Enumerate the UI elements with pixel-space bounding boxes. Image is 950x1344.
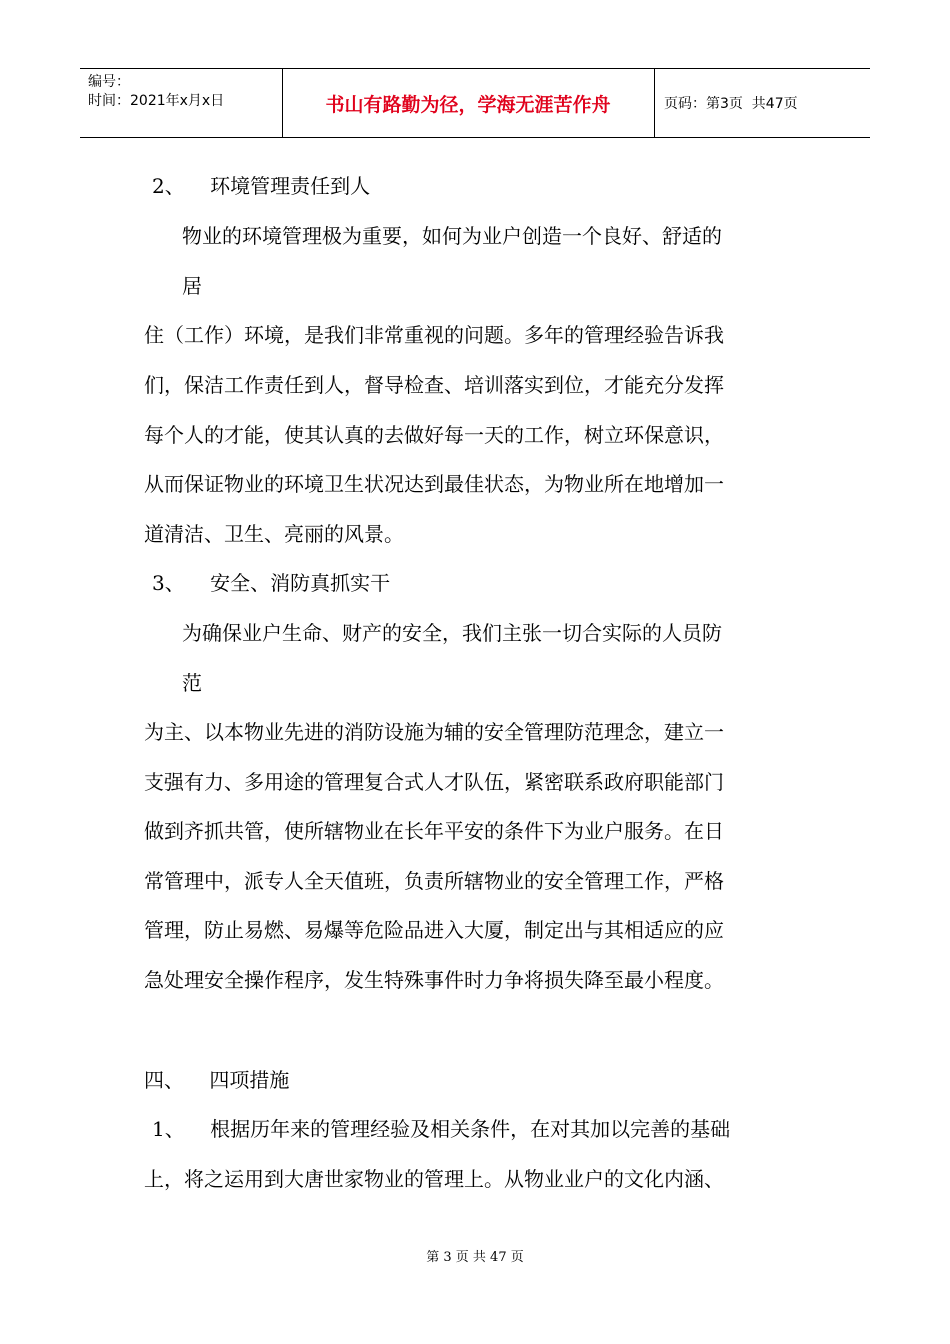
paragraph-line: 住（工作）环境，是我们非常重视的问题。多年的管理经验告诉我 xyxy=(144,323,724,347)
paragraph-line: 上，将之运用到大唐世家物业的管理上。从物业业户的文化内涵、 xyxy=(144,1167,724,1191)
header-page-info: 页码：第3页 共47页 xyxy=(664,96,798,112)
paragraph-line: 为主、以本物业先进的消防设施为辅的安全管理防范理念，建立一 xyxy=(144,720,724,744)
date-line: 时间：2021年x月x日 xyxy=(88,93,225,109)
header-divider xyxy=(654,69,655,137)
page-header xyxy=(80,68,870,138)
paragraph-line: 物业的环境管理极为重要，如何为业户创造一个良好、舒适的 xyxy=(182,224,722,248)
paragraph-line: 范 xyxy=(182,671,202,695)
paragraph-line: 急处理安全操作程序，发生特殊事件时力争将损失降至最小程度。 xyxy=(144,968,724,992)
paragraph-line: 常管理中，派专人全天值班，负责所辖物业的安全管理工作，严格 xyxy=(144,869,724,893)
section-heading: 四、 四项措施 xyxy=(144,1068,290,1092)
paragraph-line: 管理，防止易燃、易爆等危险品进入大厦，制定出与其相适应的应 xyxy=(144,918,724,942)
paragraph-line: 道清洁、卫生、亮丽的风景。 xyxy=(144,522,404,546)
header-meta xyxy=(88,73,224,111)
section-heading: 2、 环境管理责任到人 xyxy=(152,174,371,198)
paragraph-line: 们，保洁工作责任到人，督导检查、培训落实到位，才能充分发挥 xyxy=(144,373,724,397)
paragraph-line: 每个人的才能，使其认真的去做好每一天的工作，树立环保意识， xyxy=(144,423,724,447)
paragraph-line: 做到齐抓共管，使所辖物业在长年平安的条件下为业户服务。在日 xyxy=(144,819,724,843)
paragraph-line: 为确保业户生命、财产的安全，我们主张一切合实际的人员防 xyxy=(182,621,722,645)
serial-label: 编号： xyxy=(88,74,130,90)
paragraph-line: 支强有力、多用途的管理复合式人才队伍，紧密联系政府职能部门 xyxy=(144,770,724,794)
header-motto: 书山有路勤为径，学海无涯苦作舟 xyxy=(325,93,611,116)
section-heading: 3、 安全、消防真抓实干 xyxy=(152,571,391,595)
page-footer: 第 3 页 共 47 页 xyxy=(426,1250,524,1265)
paragraph-line: 从而保证物业的环境卫生状况达到最佳状态，为物业所在地增加一 xyxy=(144,472,724,496)
paragraph-line: 居 xyxy=(182,274,202,298)
paragraph-line: 1、 根据历年来的管理经验及相关条件，在对其加以完善的基础 xyxy=(152,1117,731,1141)
